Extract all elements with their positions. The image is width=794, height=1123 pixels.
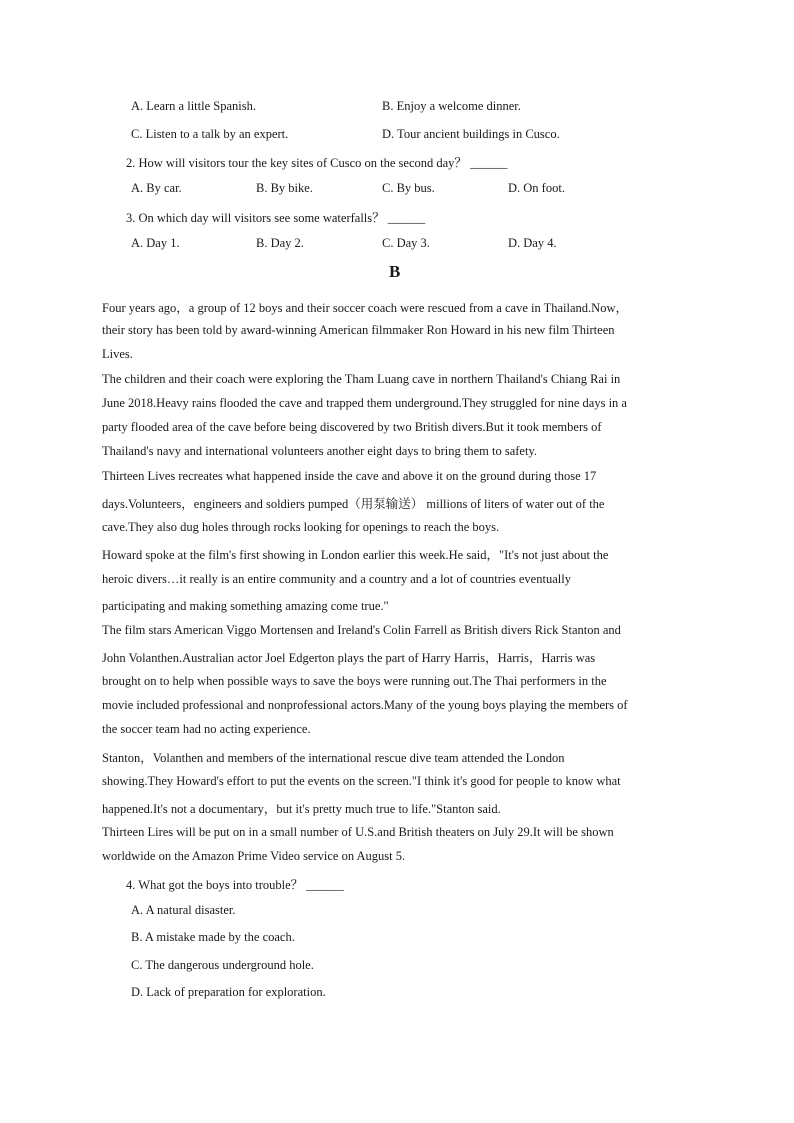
passage-line: The film stars American Viggo Mortensen and Ireland's Colin Farrell as British divers Rick Stanton and xyxy=(102,623,621,637)
q4-option-b: B. A mistake made by the coach. xyxy=(131,930,295,944)
passage-line: Thirteen Lives recreates what happened inside the cave and above it on the ground during those 17 xyxy=(102,469,597,483)
passage-line: heroic divers…it really is an entire community and a country and a lot of countries eventually xyxy=(102,572,571,586)
q1-option-b: B. Enjoy a welcome dinner. xyxy=(382,99,521,113)
passage-line: Stanton，Volanthen and members of the international rescue dive team attended the London xyxy=(102,751,565,765)
q3-text: 3. On which day will visitors see some waterfalls？ ______ xyxy=(126,211,426,225)
passage-line: Four years ago，a group of 12 boys and their soccer coach were rescued from a cave in Thailand.Now， xyxy=(102,301,628,315)
q1-option-a: A. Learn a little Spanish. xyxy=(131,99,256,113)
passage-line: days.Volunteers，engineers and soldiers pumped（用泵输送） millions of liters of water out of the xyxy=(102,497,605,511)
passage-line: brought on to help when possible ways to save the boys were running out.The Thai performers in the xyxy=(102,674,607,688)
passage-line: June 2018.Heavy rains flooded the cave and trapped them underground.They struggled for nine days in a xyxy=(102,396,627,410)
passage-line: Thailand's navy and international volunteers another eight days to bring them to safety. xyxy=(102,444,538,458)
passage-line: Howard spoke at the film's first showing in London earlier this week.He said，"It's not just about the xyxy=(102,548,609,562)
passage-line: participating and making something amazing come true." xyxy=(102,599,389,613)
q2-option-d: D. On foot. xyxy=(508,181,565,195)
q2-text: 2. How will visitors tour the key sites of Cusco on the second day？ ______ xyxy=(126,156,508,170)
passage-line: party flooded area of the cave before being discovered by two British divers.But it took members of xyxy=(102,420,602,434)
passage-line: happened.It's not a documentary，but it's pretty much true to life."Stanton said. xyxy=(102,802,501,816)
passage-line: their story has been told by award-winning American filmmaker Ron Howard in his new film Thirteen xyxy=(102,323,615,337)
passage-line: the soccer team had no acting experience. xyxy=(102,722,311,736)
q1-option-d: D. Tour ancient buildings in Cusco. xyxy=(382,127,560,141)
q3-option-c: C. Day 3. xyxy=(382,236,430,250)
q2-option-a: A. By car. xyxy=(131,181,182,195)
q1-option-c: C. Listen to a talk by an expert. xyxy=(131,127,289,141)
q4-option-d: D. Lack of preparation for exploration. xyxy=(131,985,326,999)
section-heading: B xyxy=(389,262,401,281)
passage-line: The children and their coach were exploring the Tham Luang cave in northern Thailand's Chiang Rai in xyxy=(102,372,621,386)
q4-option-a: A. A natural disaster. xyxy=(131,903,236,917)
q2-option-c: C. By bus. xyxy=(382,181,435,195)
passage-line: Thirteen Lires will be put on in a small number of U.S.and British theaters on July 29.It will be shown xyxy=(102,825,614,839)
q4-text: 4. What got the boys into trouble？ ______ xyxy=(126,878,344,892)
passage-line: showing.They Howard's effort to put the events on the screen."I think it's good for people to know what xyxy=(102,774,621,788)
passage-line: worldwide on the Amazon Prime Video service on August 5. xyxy=(102,849,406,863)
passage-line: John Volanthen.Australian actor Joel Edgerton plays the part of Harry Harris，Harris，Harris was xyxy=(102,651,596,665)
q3-option-a: A. Day 1. xyxy=(131,236,180,250)
passage-line: Lives. xyxy=(102,347,133,361)
q3-option-b: B. Day 2. xyxy=(256,236,304,250)
passage-line: cave.They also dug holes through rocks looking for openings to reach the boys. xyxy=(102,520,500,534)
passage-line: movie included professional and nonprofessional actors.Many of the young boys playing the members of xyxy=(102,698,628,712)
q3-option-d: D. Day 4. xyxy=(508,236,557,250)
q4-option-c: C. The dangerous underground hole. xyxy=(131,958,314,972)
q2-option-b: B. By bike. xyxy=(256,181,313,195)
